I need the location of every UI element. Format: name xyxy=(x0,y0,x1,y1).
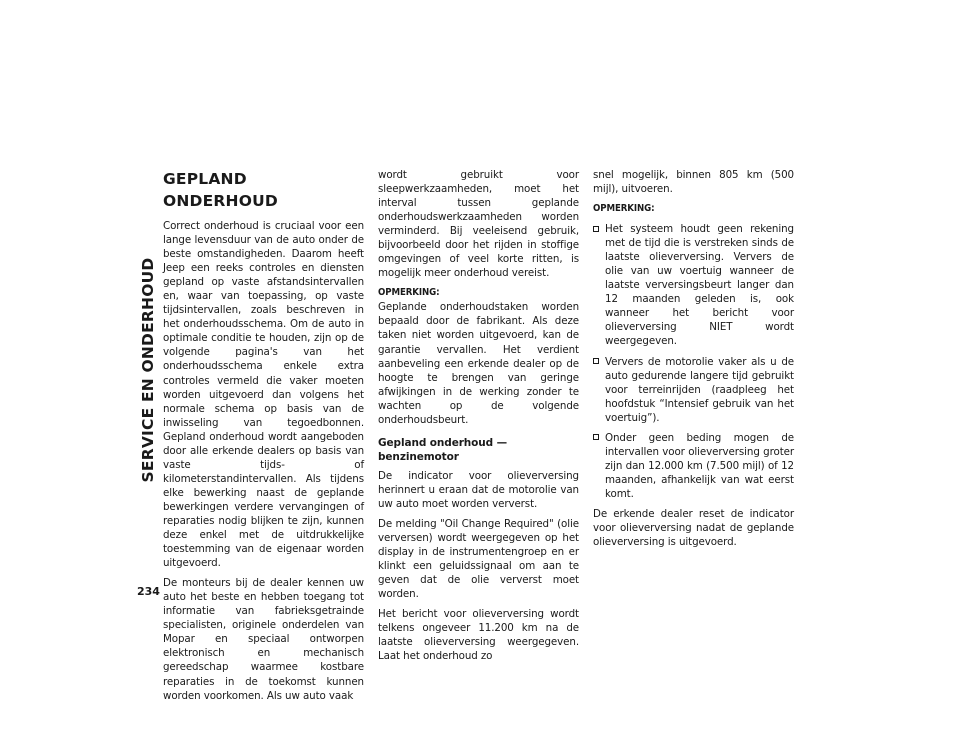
list-item xyxy=(593,222,794,348)
note-text: Geplande onderhoudstaken worden bepaald door de fabrikant. Als deze taken niet worden uitgevoerd, kan de garantie vervallen. Het verdient aanbeveling een erkende dealer op de hoogte te brengen van geringe afwijkingen in de werking zonder te wachten op de volgende onderhoudsbeurt. xyxy=(378,301,579,426)
list-item xyxy=(593,355,794,425)
note-bullet-list xyxy=(593,222,794,501)
dealer-paragraph: De monteurs bij de dealer kennen uw auto het beste en hebben toegang tot informatie van fabrieksgetrainde specialisten, originele onderdelen van Mopar en speciaal ontworpen elektronisch en mechanisch gereedschap waarmee kostbare reparaties in de toekomst kunnen worden voorkomen. Als uw auto vaak xyxy=(163,577,364,702)
square-bullet-icon xyxy=(593,434,599,440)
list-item xyxy=(593,431,794,501)
intro-paragraph: Correct onderhoud is cruciaal voor een lange levensduur van de auto onder de beste omstandigheden. Daarom heeft Jeep een reeks controles en diensten gepland op vaste afstandsintervallen en, waar van toepassing, op vaste tijdsintervallen, zoals beschreven in het onderhoudsschema. Om de auto in optimale conditie te houden, zijn op de volgende pagina's van het onderhoudsschema enkele extra controles vermeld die vaker moeten worden uitgevoerd dan volgens het normale schema op basis van de inwisseling van tegoedbonnen. Gepland onderhoud wordt aangeboden door alle erkende dealers op basis van vaste tijds- of kilometerstandintervallen. Als tijdens elke bewerking naast de geplande bewerkingen verdere vervangingen of reparaties nodig blijken te zijn, kunnen deze enkel met de uitdrukkelijke toestemming van de eigenaar worden uitgevoerd. xyxy=(163,220,364,570)
page-title: GEPLAND ONDERHOUD xyxy=(163,170,278,210)
bullet-text: Onder geen beding mogen de intervallen voor olieverversing groter zijn dan 12.000 km (7.500 mijl) of 12 maanden, afhankelijk van wat eerst komt. xyxy=(605,431,794,500)
oil-indicator-paragraph: De indicator voor olieverversing herinnert u eraan dat de motorolie van uw auto moet worden ververst. xyxy=(378,469,579,510)
text-column-3 xyxy=(593,168,794,555)
side-tab-label: SERVICE EN ONDERHOUD xyxy=(139,257,157,483)
section-side-tab xyxy=(136,170,160,570)
square-bullet-icon xyxy=(593,358,599,364)
square-bullet-icon xyxy=(593,226,599,232)
towing-paragraph: wordt gebruikt voor sleepwerkzaamheden, moet het interval tussen geplande onderhoudswerkzaamheden worden verminderd. Bij veeleisend gebruik, bijvoorbeeld door het rijden in stoffige omgevingen of veel korte ritten, is mogelijk meer onderhoud vereist. xyxy=(378,169,579,280)
text-column-2 xyxy=(378,168,579,669)
bullet-text: Het systeem houdt geen rekening met de tijd die is verstreken sinds de laatste olieverversing. Ververs de olie van uw voertuig wanneer de laatste verversingsbeurt langer dan 12 maanden geleden is, ook wanneer het bericht voor olieverversing NIET wordt weergegeven. xyxy=(605,223,794,348)
continuation-paragraph: snel mogelijk, binnen 805 km (500 mijl), uitvoeren. xyxy=(593,169,794,196)
note-label: OPMERKING: xyxy=(593,203,655,215)
oil-message-paragraph: De melding "Oil Change Required" (olie verversen) wordt weergegeven op het display in de instrumentengroep en er klinkt een geluidssignaal om aan te geven dat de olie ververst moet worden. xyxy=(378,517,579,601)
text-column-1 xyxy=(163,168,364,709)
note-label: OPMERKING: xyxy=(378,287,440,299)
bullet-text: Ververs de motorolie vaker als u de auto gedurende langere tijd gebruikt voor terreinrijden (raadpleeg het hoofdstuk “Intensief gebruik van het voertuig”). xyxy=(605,355,794,424)
page-number: 234 xyxy=(137,585,160,598)
section-title: Gepland onderhoud — benzinemotor xyxy=(378,436,508,463)
reset-paragraph: De erkende dealer reset de indicator voor olieverversing nadat de geplande olieverversing is uitgevoerd. xyxy=(593,507,794,549)
oil-interval-paragraph: Het bericht voor olieverversing wordt telkens ongeveer 11.200 km na de laatste olieverversing weergegeven. Laat het onderhoud zo xyxy=(378,608,579,663)
